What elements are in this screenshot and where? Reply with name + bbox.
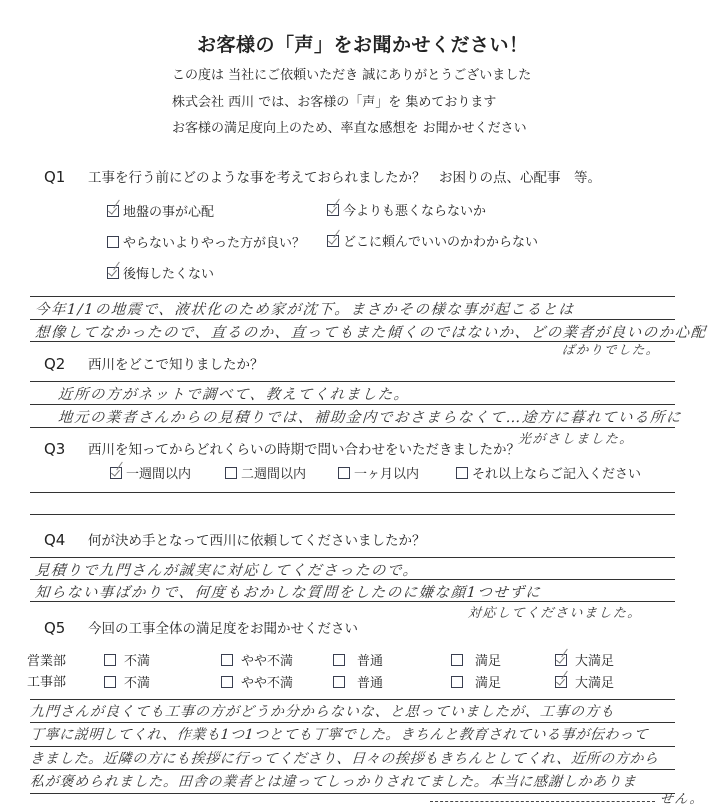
q1-option-label: どこに頼んでいいのかわからない: [343, 235, 539, 250]
rating-label: 普通: [357, 676, 384, 691]
q1-option-label: 地盤の事が心配: [123, 205, 215, 220]
q2-question: 西川をどこで知りましたか？: [88, 357, 264, 373]
q1-option-label: やらないよりやった方が良い？: [123, 236, 306, 251]
q3-option-label: それ以上ならご記入ください: [472, 467, 642, 482]
q3-option-longer[interactable]: [456, 463, 641, 482]
q2-number: Q2: [44, 355, 66, 373]
answer-rule: [30, 769, 675, 770]
construction-rating-very-satisfied[interactable]: [555, 672, 614, 691]
checkbox-empty-icon[interactable]: [225, 467, 237, 479]
answer-rule: [30, 746, 675, 747]
page-title: お客様の「声」をお聞かせください！: [197, 34, 529, 56]
q5-answer-line-2: 丁寧に説明してくれ、作業も1つ1つとても丁寧でした。きちんと教育されている事が伝わって: [29, 727, 649, 743]
q1-question: 工事を行う前にどのような事を考えておられましたか？ お困りの点、心配事 等。: [88, 170, 601, 186]
q5-answer-line-5: せん。: [659, 792, 705, 807]
rating-label: 不満: [124, 654, 151, 669]
construction-rating-neutral[interactable]: [333, 672, 383, 691]
q1-option-label: 後悔したくない: [123, 267, 215, 282]
construction-rating-dissatisfied[interactable]: [104, 672, 150, 691]
checkbox-checked-icon[interactable]: [555, 654, 567, 666]
checkbox-empty-icon[interactable]: [338, 467, 350, 479]
answer-rule: [30, 296, 675, 297]
q3-option-label: 一週間以内: [126, 467, 192, 482]
q1-answer-line-2: 想像してなかったので、直るのか、直ってもまた傾くのではないか、どの業者が良いのか心配: [34, 325, 708, 341]
q2-answer-line-2: 地元の業者さんからの見積りでは、補助金内でおさまらなくて…途方に暮れている所に: [57, 410, 683, 426]
rating-label: 普通: [357, 654, 384, 669]
checkbox-empty-icon[interactable]: [456, 467, 468, 479]
answer-rule: [30, 319, 675, 320]
construction-rating-somewhat-dissatisfied[interactable]: [221, 672, 293, 691]
checkbox-empty-icon[interactable]: [221, 654, 233, 666]
checkbox-checked-icon[interactable]: [107, 205, 119, 217]
checkbox-checked-icon[interactable]: [107, 267, 119, 279]
q5-question: 今回の工事全体の満足度をお聞かせください: [88, 621, 358, 637]
sales-rating-neutral[interactable]: [333, 650, 383, 669]
q5-answer-line-3: きました。近隣の方にも挨拶に行ってくださり、日々の挨拶もきちんとしてくれ、近所の方から: [29, 751, 660, 767]
checkbox-empty-icon[interactable]: [333, 676, 345, 688]
q3-option-label: 二週間以内: [241, 467, 307, 482]
checkbox-empty-icon[interactable]: [451, 676, 463, 688]
q1-number: Q1: [44, 168, 66, 186]
answer-rule: [30, 793, 675, 794]
sales-rating-dissatisfied[interactable]: [104, 650, 150, 669]
answer-rule: [30, 557, 675, 558]
answer-rule: [30, 579, 675, 580]
q3-option-1month[interactable]: [338, 463, 419, 482]
rating-label: 不満: [124, 676, 151, 691]
rating-label: 満足: [475, 676, 502, 691]
intro-line-3: お客様の満足度向上のため、率直な感想を お聞かせください: [172, 121, 527, 136]
checkbox-checked-icon[interactable]: [327, 204, 339, 216]
answer-rule: [30, 722, 675, 723]
q3-option-1week[interactable]: [110, 463, 191, 482]
construction-rating-satisfied[interactable]: [451, 672, 501, 691]
dept-label-sales: 営業部: [27, 654, 67, 669]
dotted-rule: [430, 801, 655, 802]
q5-number: Q5: [44, 619, 66, 637]
checkbox-empty-icon[interactable]: [221, 676, 233, 688]
q1-option-better-to-do[interactable]: [107, 232, 305, 251]
rating-label: 満足: [475, 654, 502, 669]
sales-rating-somewhat-dissatisfied[interactable]: [221, 650, 293, 669]
q4-answer-line-3: 対応してくださいました。: [467, 606, 643, 621]
q5-answer-line-4: 私が褒められました。田舎の業者とは違ってしっかりされてました。本当に感謝しかありま: [29, 774, 638, 790]
q5-answer-line-1: 九門さんが良くても工事の方がどうか分からないな、と思っていましたが、工事の方も: [29, 704, 616, 720]
q2-answer-line-1: 近所の方がネットで調べて、教えてくれました。: [57, 387, 411, 403]
checkbox-empty-icon[interactable]: [104, 654, 116, 666]
q1-answer-line-1: 今年1/1の地震で、液状化のため家が沈下。まさかその様な事が起こるとは: [34, 302, 576, 318]
checkbox-checked-icon[interactable]: [110, 467, 122, 479]
checkbox-empty-icon[interactable]: [333, 654, 345, 666]
q1-option-label: 今よりも悪くならないか: [343, 204, 487, 219]
q3-option-2weeks[interactable]: [225, 463, 306, 482]
rating-label: やや不満: [241, 654, 294, 669]
answer-rule: [30, 514, 675, 515]
answer-rule: [30, 699, 675, 700]
q1-option-no-regret[interactable]: [107, 263, 214, 282]
q3-question: 西川を知ってからどれくらいの時期で問い合わせをいただきましたか？: [88, 442, 520, 458]
intro-line-2: 株式会社 西川 では、お客様の「声」を 集めております: [172, 95, 497, 110]
rating-label: 大満足: [575, 676, 615, 691]
answer-rule: [30, 404, 675, 405]
sales-rating-satisfied[interactable]: [451, 650, 501, 669]
q3-option-label: 一ヶ月以内: [354, 467, 420, 482]
checkbox-empty-icon[interactable]: [104, 676, 116, 688]
q4-answer-line-1: 見積りで九門さんが誠実に対応してくださったので。: [34, 563, 420, 579]
checkbox-checked-icon[interactable]: [555, 676, 567, 688]
q2-answer-line-3: 光がさしました。: [517, 432, 635, 447]
q1-option-where-to-ask[interactable]: [327, 231, 538, 250]
q1-option-ground[interactable]: [107, 201, 214, 220]
checkbox-checked-icon[interactable]: [327, 235, 339, 247]
answer-rule: [30, 492, 675, 493]
rating-label: やや不満: [241, 676, 294, 691]
checkbox-empty-icon[interactable]: [451, 654, 463, 666]
answer-rule: [30, 381, 675, 382]
q4-answer-line-2: 知らない事ばかりで、何度もおかしな質問をしたのに嫌な顔1つせずに: [34, 585, 542, 601]
dept-label-construction: 工事部: [27, 675, 67, 690]
checkbox-empty-icon[interactable]: [107, 236, 119, 248]
q3-number: Q3: [44, 440, 66, 458]
intro-line-1: この度は 当社にご依頼いただき 誠にありがとうございました: [172, 68, 532, 83]
sales-rating-very-satisfied[interactable]: [555, 650, 614, 669]
q4-question: 何が決め手となって西川に依頼してくださいましたか？: [88, 533, 426, 549]
rating-label: 大満足: [575, 654, 615, 669]
q4-number: Q4: [44, 531, 66, 549]
q1-option-not-worse[interactable]: [327, 200, 486, 219]
q1-answer-line-3: ばかりでした。: [561, 342, 661, 357]
